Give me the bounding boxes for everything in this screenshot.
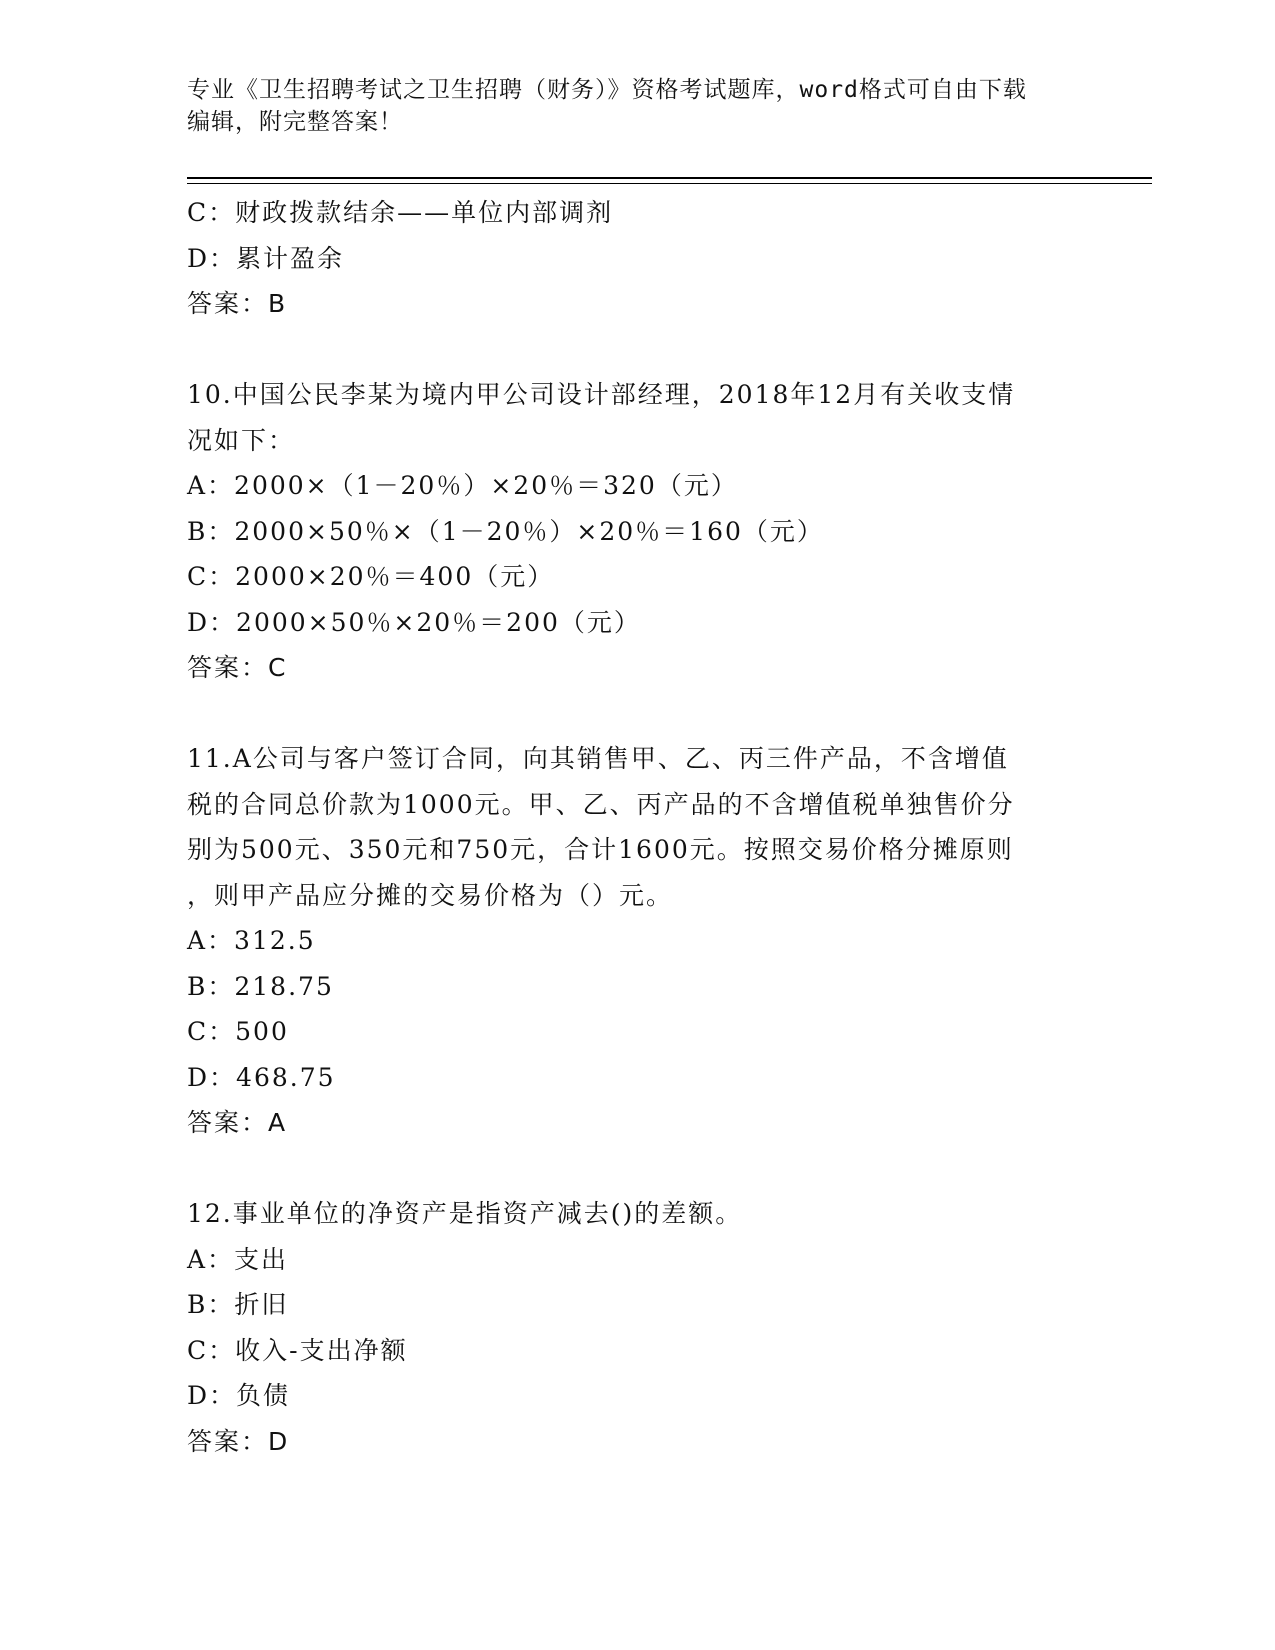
option-b: B：2000×50％×（1－20％）×20％＝160（元） bbox=[187, 516, 824, 546]
question-stem: 11.A公司与客户签订合同，向其销售甲、乙、丙三件产品，不含增值 bbox=[187, 744, 1009, 773]
question-stem: 别为500元、350元和750元，合计1600元。按照交易价格分摊原则 bbox=[187, 835, 1014, 864]
option-c: C：2000×20％＝400（元） bbox=[187, 562, 555, 591]
answer: 答案：B bbox=[187, 289, 288, 318]
header-line-2: 编辑，附完整答案！ bbox=[187, 109, 403, 135]
document-header bbox=[187, 74, 1067, 138]
answer: 答案：A bbox=[187, 1108, 288, 1137]
question-stem: 12.事业单位的净资产是指资产减去()的差额。 bbox=[187, 1199, 743, 1228]
header-rule-thin bbox=[187, 183, 1152, 184]
option-a: A：2000×（1－20％）×20％＝320（元） bbox=[187, 471, 738, 500]
answer: 答案：D bbox=[187, 1426, 290, 1456]
answer: 答案：C bbox=[187, 653, 288, 682]
question-stem: 税的合同总价款为1000元。甲、乙、丙产品的不含增值税单独售价分 bbox=[187, 789, 1015, 819]
option-d: D：2000×50％×20％＝200（元） bbox=[187, 607, 641, 637]
option-c: C：收入-支出净额 bbox=[187, 1335, 408, 1365]
option-b: B：折旧 bbox=[187, 1290, 289, 1319]
question-list bbox=[187, 190, 1087, 1464]
question-stem: ，则甲产品应分摊的交易价格为（）元。 bbox=[187, 880, 674, 910]
option-d: D：累计盈余 bbox=[187, 243, 345, 273]
header-line-1: 专业《卫生招聘考试之卫生招聘（财务）》资格考试题库，word格式可自由下载 bbox=[187, 77, 1027, 103]
option-a: A：312.5 bbox=[187, 926, 316, 955]
header-rule-thick bbox=[187, 177, 1152, 179]
question-10 bbox=[187, 372, 1087, 691]
option-a: A：支出 bbox=[187, 1244, 289, 1274]
option-b: B：218.75 bbox=[187, 971, 334, 1001]
option-c: C：500 bbox=[187, 1017, 289, 1046]
option-d: D：468.75 bbox=[187, 1062, 336, 1092]
option-c: C：财政拨款结余——单位内部调剂 bbox=[187, 198, 614, 227]
question-stem: 况如下： bbox=[187, 425, 296, 455]
question-9 bbox=[187, 190, 1087, 327]
question-11 bbox=[187, 736, 1087, 1146]
option-d: D：负债 bbox=[187, 1381, 291, 1410]
question-12 bbox=[187, 1191, 1087, 1464]
question-stem: 10.中国公民李某为境内甲公司设计部经理，2018年12月有关收支情 bbox=[187, 380, 1016, 409]
